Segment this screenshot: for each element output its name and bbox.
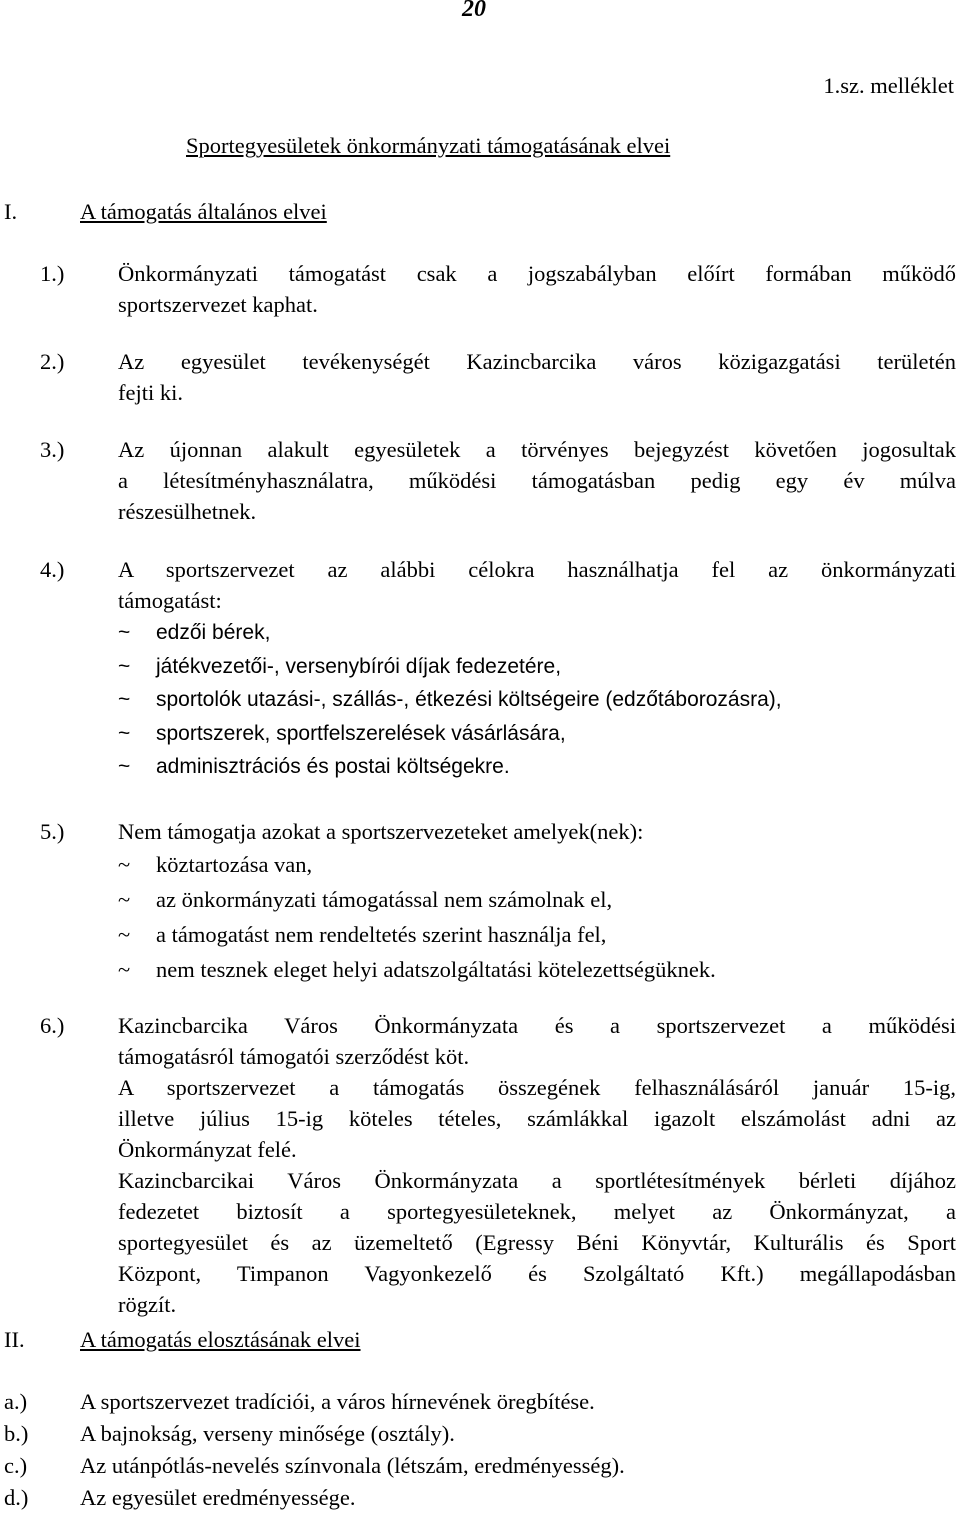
list-item-a-text: A sportszervezet tradíciói, a város hírnevének öregbítése. <box>80 1389 595 1414</box>
item-2-line-2: fejti ki. <box>118 380 183 405</box>
item-6-p2-line-2: illetve július 15-ig köteles tételes, számlákkal igazolt elszámolást adni az <box>118 1106 956 1131</box>
tilde-bullet-icon: ~ <box>118 957 131 982</box>
item-6-p3-line-3: sportegyesület és az üzemeltető (Egressy Béni Könyvtár, Kulturális és Sport <box>118 1230 956 1255</box>
item-1-body <box>118 258 956 320</box>
section-1-number: I. <box>4 199 18 224</box>
list-item-a-number: a.) <box>4 1389 28 1414</box>
item-3-line-1: Az újonnan alakult egyesületek a törvényes bejegyzést követően jogosultak <box>118 437 956 462</box>
item-6-p3-line-4: Központ, Timpanon Vagyonkezelő és Szolgáltató Kft.) megállapodásban <box>118 1261 956 1286</box>
section-2-number: II. <box>4 1327 25 1352</box>
item-6-p1-line-2: támogatásról támogatói szerződést köt. <box>118 1044 470 1069</box>
item-1-line-1: Önkormányzati támogatást csak a jogszabályban előírt formában működő <box>118 261 956 286</box>
item-5-line-1: Nem támogatja azokat a sportszervezeteket amelyek(nek): <box>118 819 644 844</box>
list-item: ~ edzői bérek, <box>118 616 956 650</box>
tilde-bullet-icon: ~ <box>118 852 131 877</box>
item-6-number: 6.) <box>40 1013 65 1038</box>
item-2-body <box>118 346 956 408</box>
item-2-line-1: Az egyesület tevékenységét Kazincbarcika város közigazgatási területén <box>118 349 956 374</box>
item-6-p1-line-1: Kazincbarcika Város Önkormányzata és a sportszervezet a működési <box>118 1013 956 1038</box>
item-3-body <box>118 434 956 527</box>
list-item-c-number: c.) <box>4 1453 28 1478</box>
item-4-number: 4.) <box>40 557 65 582</box>
item-6-p2-line-1: A sportszervezet a támogatás összegének felhasználásáról január 15-ig, <box>118 1075 956 1100</box>
item-6-p3-line-5: rögzít. <box>118 1292 177 1317</box>
item-1-line-2: sportszervezet kaphat. <box>118 292 318 317</box>
item-4-line-2: támogatást: <box>118 588 222 613</box>
list-item: ~ az önkormányzati támogatással nem számolnak el, <box>118 882 956 917</box>
item-6-p3-line-2: fedezetet biztosít a sportegyesületeknek, melyet az Önkormányzat, a <box>118 1199 956 1224</box>
item-6-body <box>118 1010 956 1320</box>
item-5-body <box>118 816 956 987</box>
item-3-number: 3.) <box>40 437 65 462</box>
document-title: Sportegyesületek önkormányzati támogatásának elvei <box>186 133 671 158</box>
section-2-title: A támogatás elosztásának elvei <box>80 1327 361 1352</box>
item-6-p2-line-3: Önkormányzat felé. <box>118 1137 297 1162</box>
tilde-bullet-icon: ~ <box>118 621 131 644</box>
list-item: ~ a támogatást nem rendeltetés szerint használja fel, <box>118 917 956 952</box>
item-4-body <box>118 554 956 784</box>
list-item-c-text: Az utánpótlás-nevelés színvonala (létszám, eredményesség). <box>80 1453 625 1478</box>
list-item: ~ adminisztrációs és postai költségekre. <box>118 750 956 784</box>
list-item: ~ sportolók utazási-, szállás-, étkezési költségeire (edzőtáborozásra), <box>118 683 956 717</box>
item-4-line-1: A sportszervezet az alábbi célokra használhatja fel az önkormányzati <box>118 557 956 582</box>
list-item: ~ játékvezetői-, versenybírói díjak fedezetére, <box>118 650 956 684</box>
page-number: 20 <box>462 0 486 22</box>
item-1-number: 1.) <box>40 261 65 286</box>
list-item: ~ sportszerek, sportfelszerelések vásárlására, <box>118 717 956 751</box>
list-item: ~ köztartozása van, <box>118 847 956 882</box>
list-item-d-text: Az egyesület eredményessége. <box>80 1485 356 1510</box>
list-item-b-number: b.) <box>4 1421 29 1446</box>
item-5-number: 5.) <box>40 819 65 844</box>
tilde-bullet-icon: ~ <box>118 887 131 912</box>
section-1-title: A támogatás általános elvei <box>80 199 327 224</box>
list-item-b-text: A bajnokság, verseny minősége (osztály). <box>80 1421 455 1446</box>
item-2-number: 2.) <box>40 349 65 374</box>
item-3-line-2: a létesítményhasználatra, működési támogatásban pedig egy év múlva <box>118 468 956 493</box>
tilde-bullet-icon: ~ <box>118 922 131 947</box>
annex-label: 1.sz. melléklet <box>823 73 954 98</box>
list-item-d-number: d.) <box>4 1485 29 1510</box>
item-3-line-3: részesülhetnek. <box>118 499 257 524</box>
tilde-bullet-icon: ~ <box>118 721 131 745</box>
tilde-bullet-icon: ~ <box>118 688 131 711</box>
tilde-bullet-icon: ~ <box>118 755 131 778</box>
item-6-p3-line-1: Kazincbarcikai Város Önkormányzata a sportlétesítmények bérleti díjához <box>118 1168 956 1193</box>
list-item: ~ nem tesznek eleget helyi adatszolgáltatási kötelezettségüknek. <box>118 952 956 987</box>
tilde-bullet-icon: ~ <box>118 654 131 678</box>
